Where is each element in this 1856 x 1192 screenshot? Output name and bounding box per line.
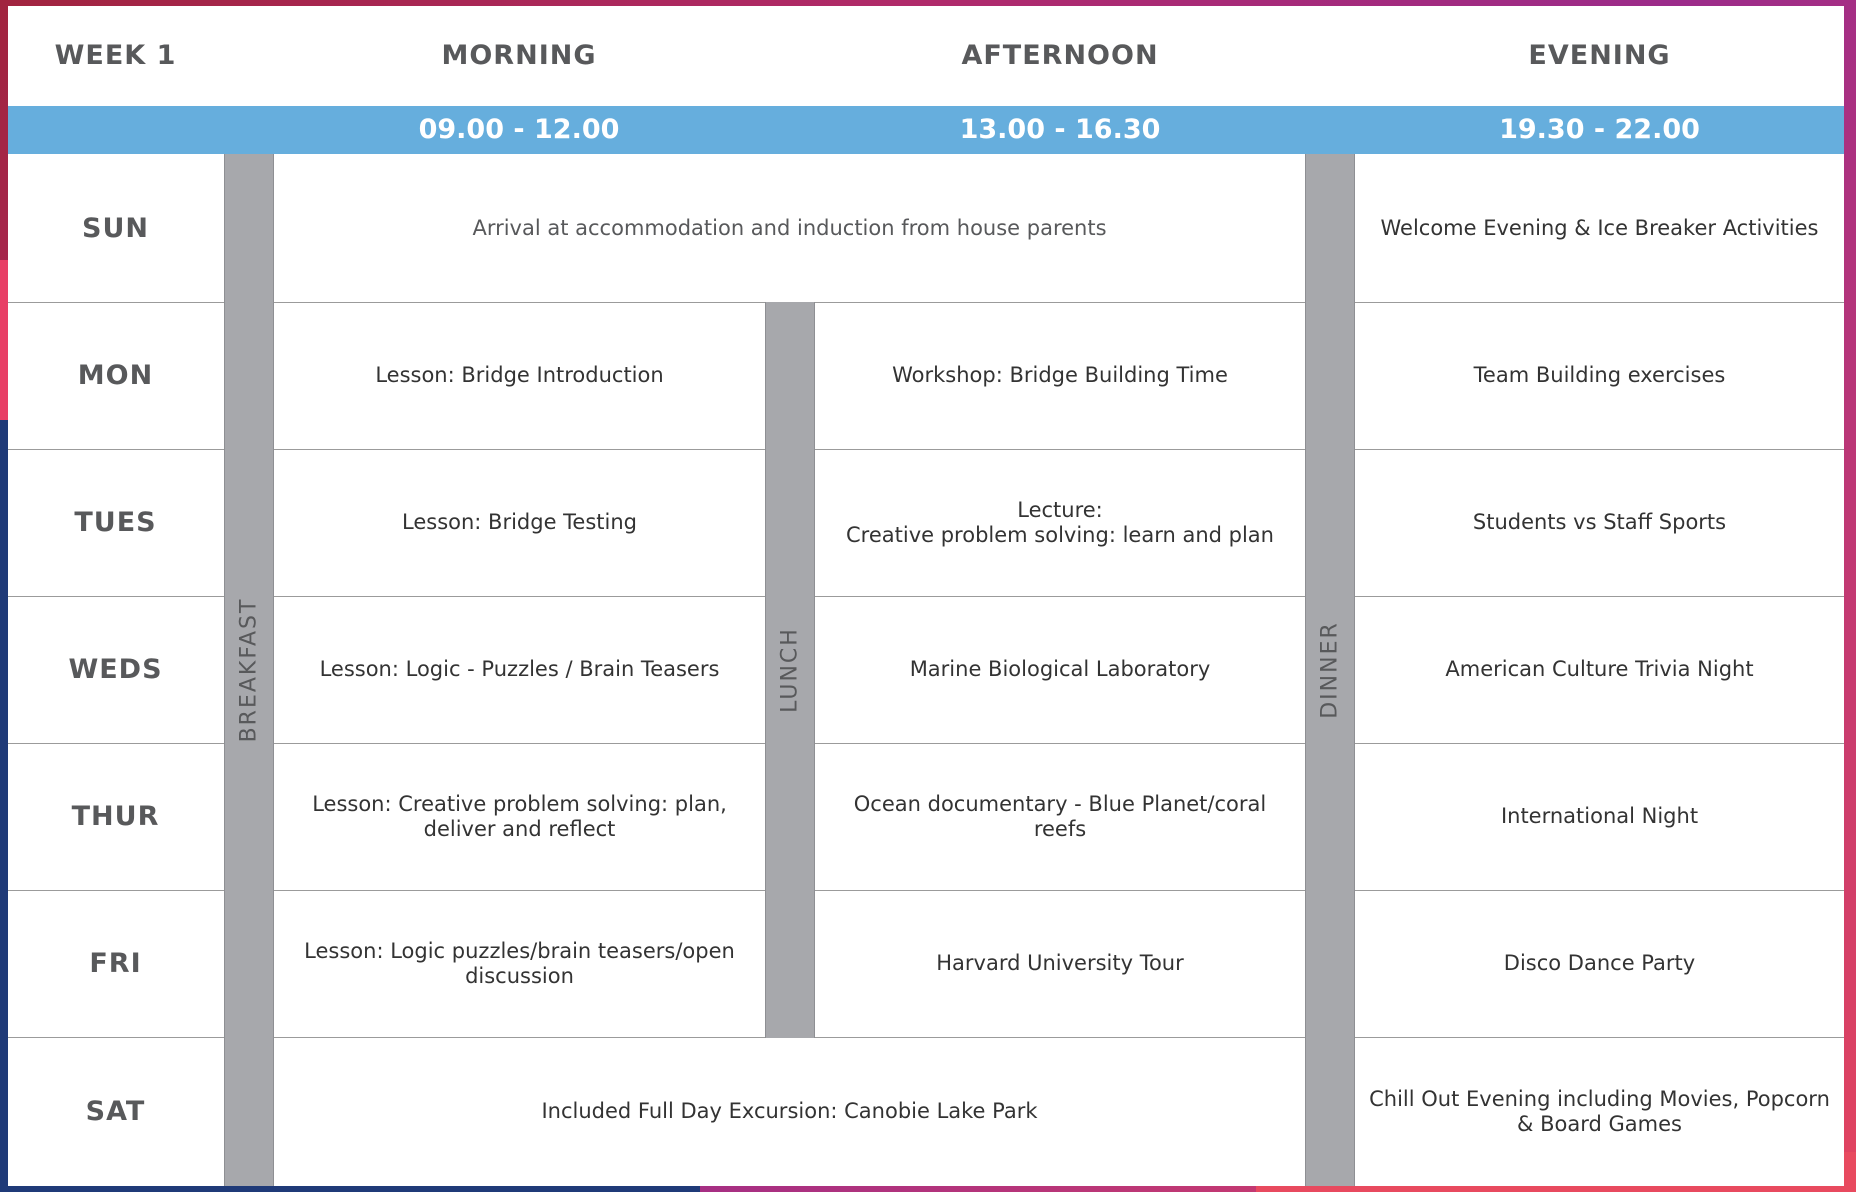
day-label-weds: WEDS — [68, 654, 163, 685]
sun-daytime-activity: Arrival at accommodation and induction from house parents — [472, 215, 1107, 240]
fri-evening-activity: Disco Dance Party — [1503, 951, 1696, 975]
sat-daytime-activity: Included Full Day Excursion: Canobie Lake Park — [541, 1099, 1038, 1123]
weds-evening-activity: American Culture Trivia Night — [1445, 657, 1754, 681]
tues-evening-activity: Students vs Staff Sports — [1472, 510, 1727, 534]
fri-afternoon-activity: Harvard University Tour — [936, 951, 1184, 975]
lunch-label: LUNCH — [777, 627, 803, 713]
mon-afternoon-activity: Workshop: Bridge Building Time — [892, 363, 1228, 387]
sun-evening-activity: Welcome Evening & Ice Breaker Activities — [1380, 215, 1819, 240]
weds-morning-activity: Lesson: Logic - Puzzles / Brain Teasers — [319, 657, 720, 681]
header-row — [8, 6, 1844, 106]
evening-time: 19.30 - 22.00 — [1499, 114, 1700, 145]
morning-time: 09.00 - 12.00 — [418, 114, 620, 145]
time-row — [8, 106, 1844, 154]
lunch-column — [765, 302, 815, 1038]
thur-afternoon-activity: Ocean documentary - Blue Planet/coral reefs — [853, 791, 1267, 841]
day-label-fri: FRI — [89, 948, 142, 979]
day-label-sun: SUN — [82, 212, 149, 244]
mon-morning-activity: Lesson: Bridge Introduction — [375, 363, 664, 387]
afternoon-header: AFTERNOON — [961, 40, 1159, 71]
dinner-column — [1305, 154, 1355, 1186]
breakfast-label: BREAKFAST — [236, 597, 262, 743]
breakfast-column — [224, 154, 274, 1186]
weds-afternoon-activity: Marine Biological Laboratory — [909, 657, 1211, 681]
day-label-thur: THUR — [71, 801, 160, 832]
morning-header: MORNING — [441, 40, 597, 71]
tues-morning-activity: Lesson: Bridge Testing — [402, 510, 637, 534]
sat-evening-activity: Chill Out Evening including Movies, Popcorn & Board Games — [1369, 1086, 1830, 1136]
thur-morning-activity: Lesson: Creative problem solving: plan, deliver and reflect — [312, 791, 727, 841]
day-label-tues: TUES — [74, 507, 157, 538]
tues-afternoon-line2: Creative problem solving: learn and plan — [846, 522, 1274, 547]
week-title: WEEK 1 — [54, 40, 177, 71]
day-label-sat: SAT — [85, 1096, 146, 1127]
tues-afternoon-activity — [815, 449, 1305, 596]
day-label-mon: MON — [77, 360, 154, 391]
dinner-label: DINNER — [1317, 621, 1343, 719]
mon-evening-activity: Team Building exercises — [1473, 363, 1726, 387]
fri-morning-activity: Lesson: Logic puzzles/brain teasers/open discussion — [304, 938, 735, 988]
evening-header: EVENING — [1528, 40, 1671, 71]
thur-evening-activity: International Night — [1500, 804, 1699, 828]
tues-afternoon-line1: Lecture: — [1017, 497, 1103, 522]
timetable — [8, 6, 1844, 1186]
afternoon-time: 13.00 - 16.30 — [959, 114, 1161, 145]
